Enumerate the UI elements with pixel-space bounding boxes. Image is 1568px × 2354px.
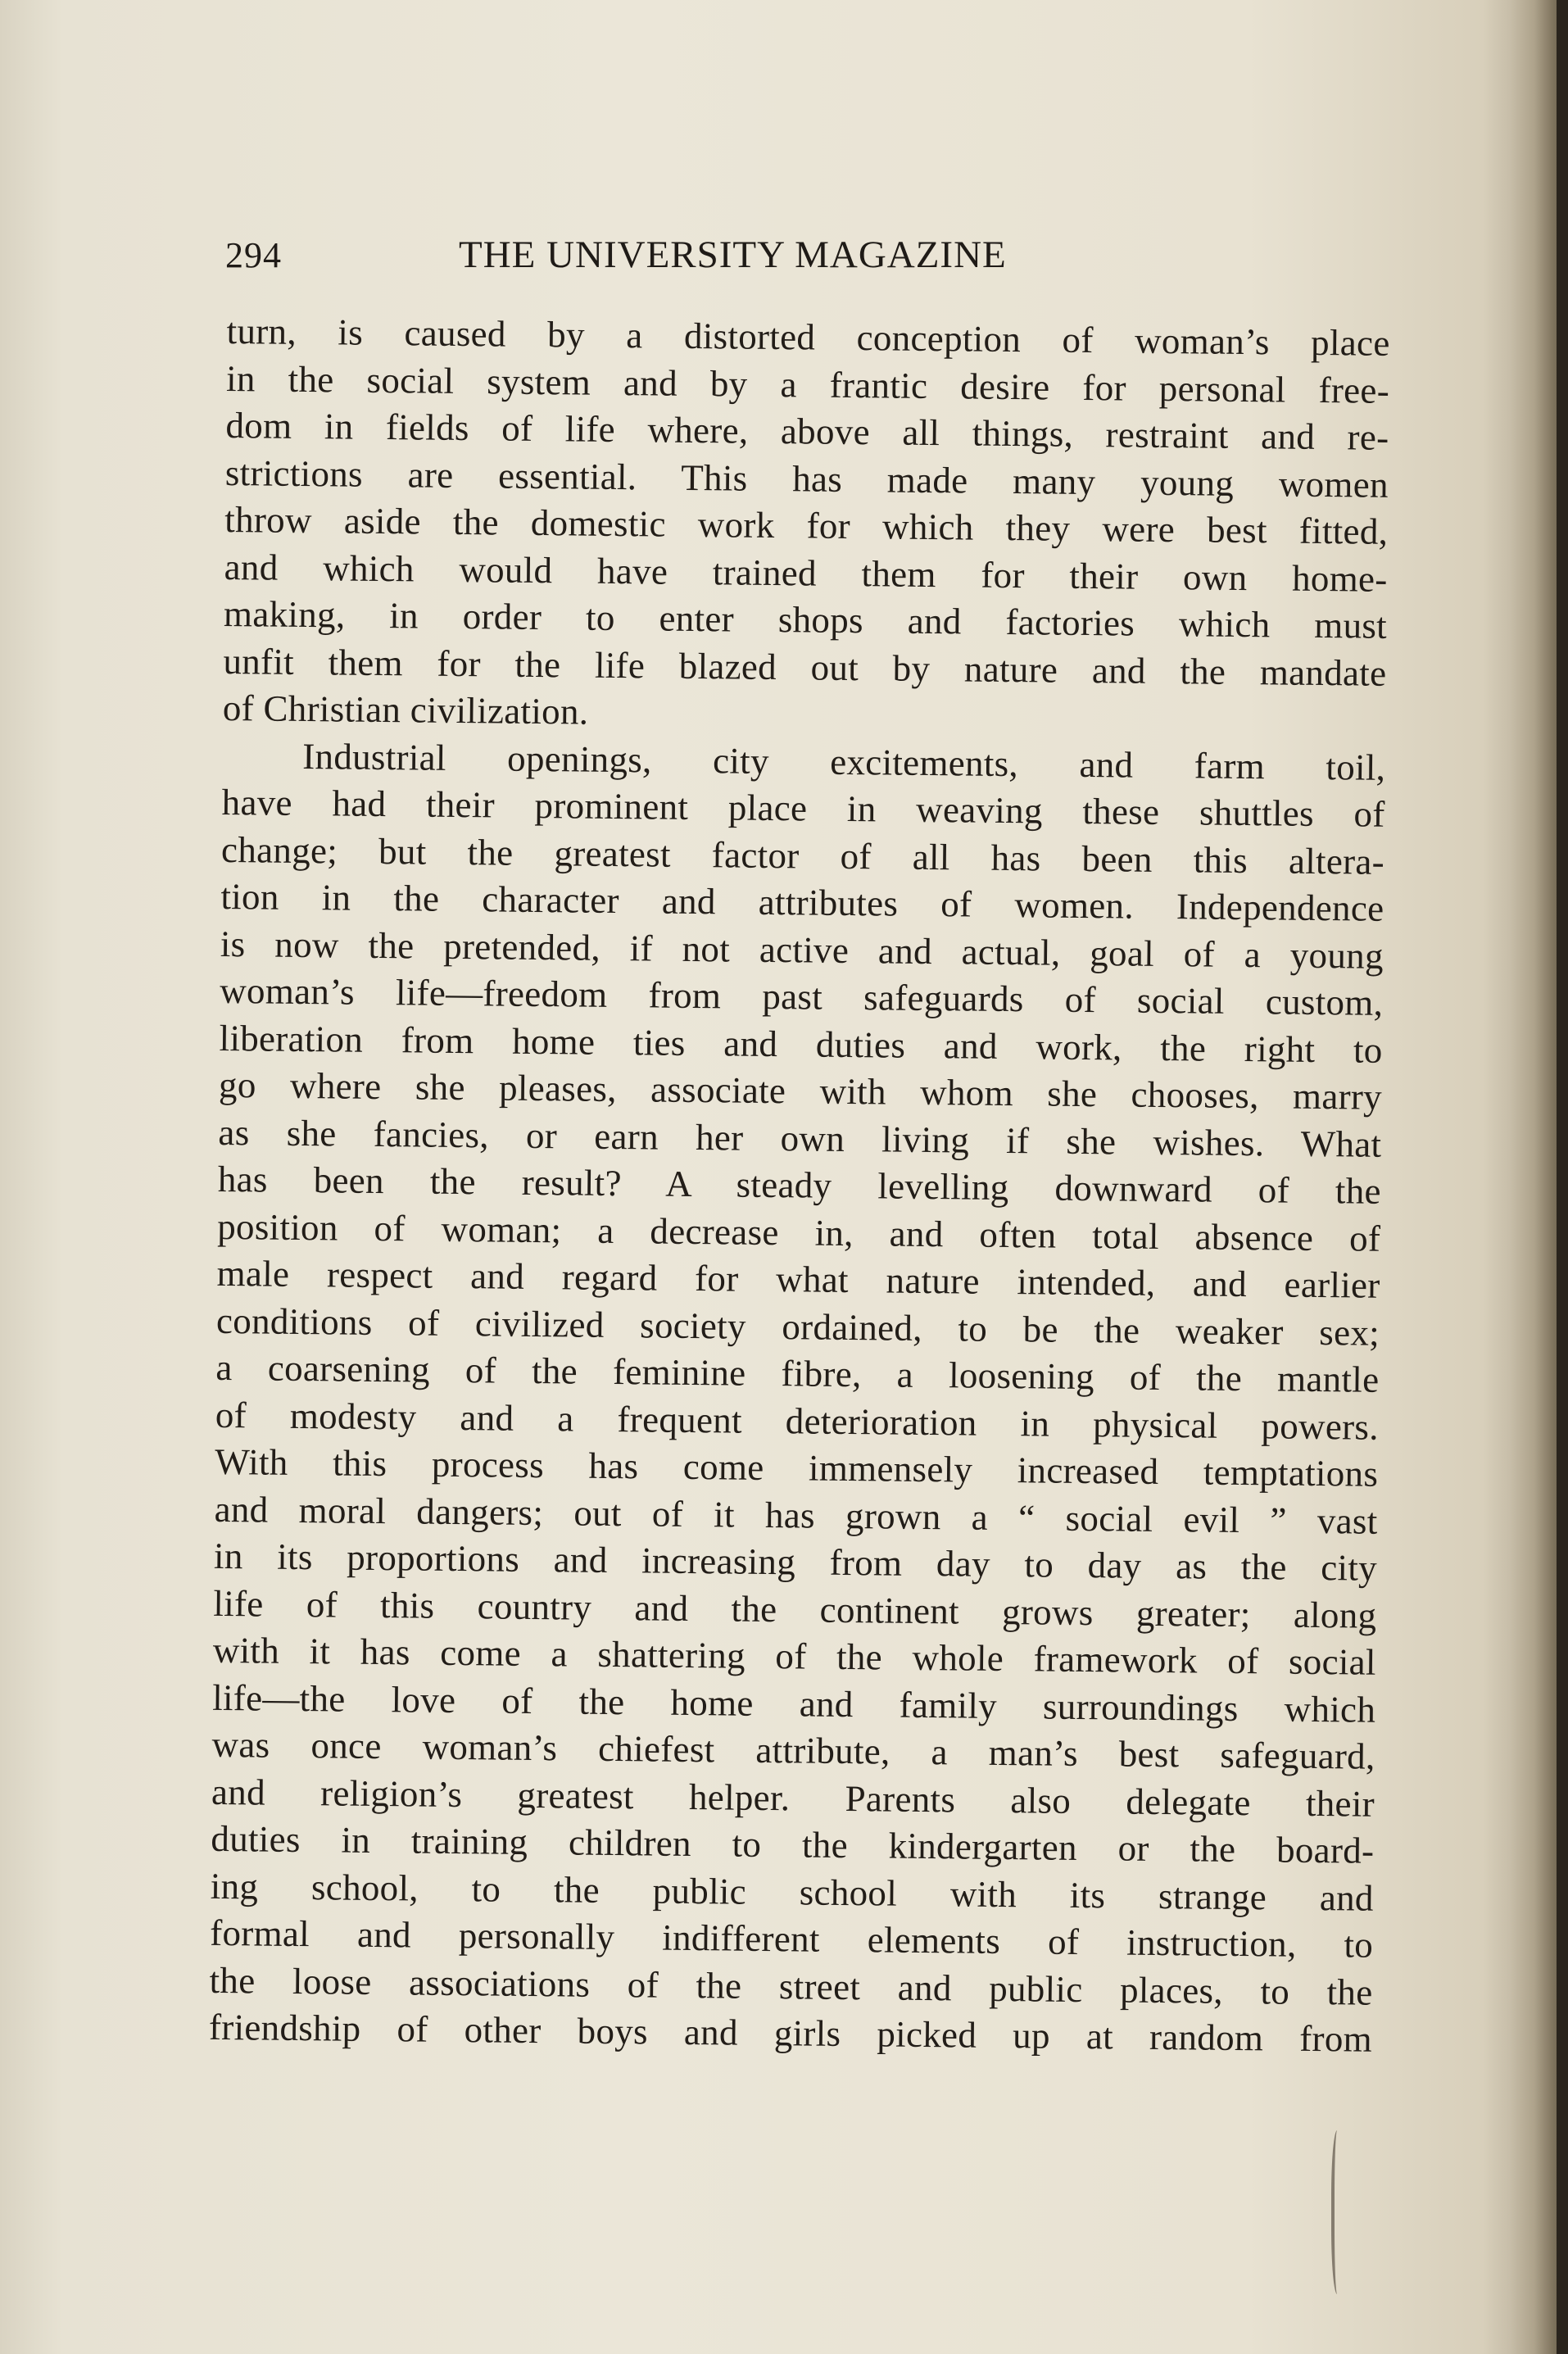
- text-line: in its proportions and increasing from day to day as the city: [213, 1535, 1378, 1589]
- text-line: turn, is caused by a distorted conception of woman’s place: [226, 310, 1390, 364]
- text-line: life of this country and the continent grows greater; along: [213, 1582, 1377, 1636]
- text-line: unfit them for the life blazed out by nature and the mandate: [223, 640, 1387, 694]
- text-line: conditions of civilized society ordained, to be the weaker sex;: [215, 1299, 1380, 1354]
- text-line: a coarsening of the feminine fibre, a loosening of the mantle: [215, 1346, 1380, 1400]
- text-line: of modesty and a frequent deterioration in physical powers.: [215, 1394, 1380, 1448]
- page-number: 294: [225, 235, 282, 275]
- text-line: life—the love of the home and family surroundings which: [211, 1676, 1376, 1730]
- text-line: strictions are essential. This has made many young women: [224, 451, 1389, 506]
- text-line: change; but the greatest factor of all has been this altera-: [220, 828, 1385, 882]
- text-line: has been the result? A steady levelling downward of the: [217, 1158, 1382, 1212]
- text-line: with it has come a shattering of the whole framework of social: [212, 1629, 1377, 1683]
- text-line: go where she pleases, associate with whom she chooses, marry: [218, 1064, 1383, 1118]
- text-line: woman’s life—freedom from past safeguards of social custom,: [220, 969, 1384, 1023]
- running-head: THE UNIVERSITY MAGAZINE: [459, 234, 1007, 276]
- text-line: was once woman’s chiefest attribute, a man’s best safeguard,: [211, 1723, 1375, 1777]
- text-line: as she fancies, or earn her own living if she wishes. What: [218, 1111, 1382, 1165]
- text-line: and moral dangers; out of it has grown a “ social evil ” vast: [214, 1488, 1378, 1542]
- text-line: ing school, to the public school with its strange and: [210, 1865, 1375, 1919]
- text-line: Industrial openings, city excitements, and farm toil,: [302, 735, 1386, 788]
- text-line: throw aside the domestic work for which they were best fitted,: [224, 498, 1389, 552]
- text-line: formal and personally indifferent elements of instruction, to: [209, 1912, 1374, 1966]
- text-line: of Christian civilization.: [222, 687, 589, 733]
- text-line: is now the pretended, if not active and actual, goal of a young: [220, 923, 1384, 977]
- text-line: in the social system and by a frantic desire for personal free-: [225, 357, 1390, 411]
- text-line: male respect and regard for what nature intended, and earlier: [216, 1252, 1380, 1306]
- text-line: With this process has come immensely increased temptations: [214, 1440, 1379, 1494]
- text-line: and religion’s greatest helper. Parents also delegate their: [211, 1771, 1375, 1825]
- text-line: have had their prominent place in weaving these shuttles of: [221, 781, 1385, 835]
- page-header: [225, 226, 1389, 283]
- text-line: position of woman; a decrease in, and often total absence of: [217, 1205, 1381, 1259]
- text-line: and which would have trained them for their own home-: [224, 546, 1388, 600]
- text-line: the loose associations of the street and public places, to the: [209, 1959, 1373, 2013]
- text-line: tion in the character and attributes of women. Independence: [220, 875, 1384, 929]
- text-line: making, in order to enter shops and factories which must: [223, 592, 1388, 646]
- text-line: dom in fields of life where, above all things, restraint and re-: [225, 404, 1389, 458]
- text-line: duties in training children to the kindergarten or the board-: [211, 1817, 1375, 1871]
- margin-pencil-mark: [1331, 2130, 1346, 2294]
- text-line: liberation from home ties and duties and work, the right to: [219, 1017, 1383, 1071]
- text-line: friendship of other boys and girls picked up at random from: [208, 2006, 1373, 2060]
- body-text: [209, 308, 1390, 2063]
- spine-shadow: [1483, 0, 1557, 2354]
